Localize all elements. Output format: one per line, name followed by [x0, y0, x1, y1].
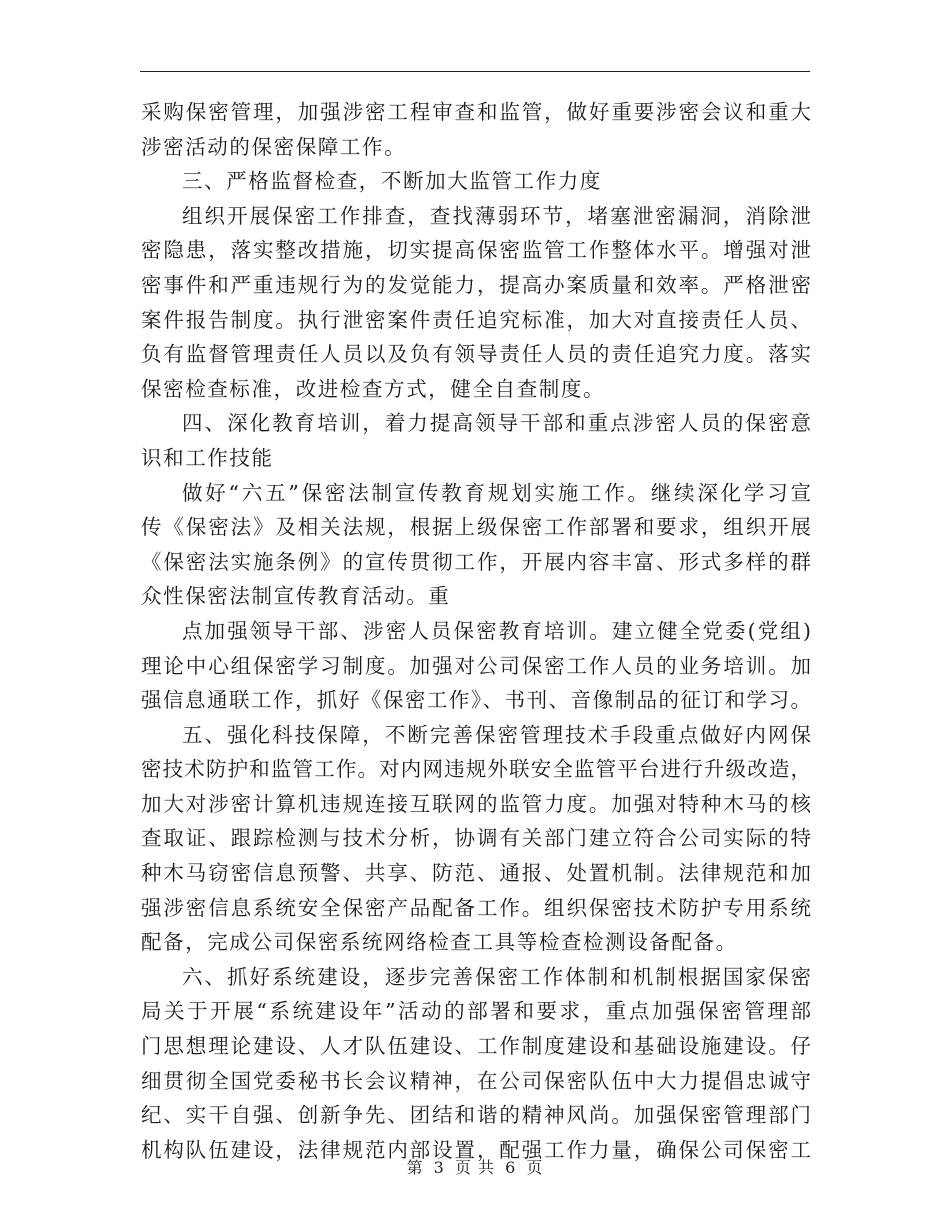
document-body: [141, 95, 811, 1167]
text-line: 组织开展保密工作排查，查找薄弱环节，堵塞泄密漏洞，消除泄: [182, 203, 811, 228]
text-line: 理论中心组保密学习制度。加强对公司保密工作人员的业务培训。加: [141, 653, 811, 678]
text-line: 四、深化教育培训，着力提高领导干部和重点涉密人员的保密意: [182, 411, 811, 436]
text-line: 密事件和严重违规行为的发觉能力，提高办案质量和效率。严格泄密: [141, 272, 811, 297]
footer-middle: 页 共: [454, 1158, 496, 1177]
text-line: 做好“六五”保密法制宣传教育规划实施工作。继续深化学习宣: [182, 480, 811, 505]
text-line: 点加强领导干部、涉密人员保密教育培训。建立健全党委(党组): [182, 618, 811, 643]
total-page-count: 6: [505, 1158, 517, 1177]
text-line: 细贯彻全国党委秘书长会议精神，在公司保密队伍中大力提倡忠诚守: [141, 1068, 811, 1093]
text-line: 局关于开展“系统建设年”活动的部署和要求，重点加强保密管理部: [141, 999, 811, 1024]
text-line: 纪、实干自强、创新争先、团结和谐的精神风尚。加强保密管理部门: [141, 1103, 811, 1128]
text-line: 种木马窃密信息预警、共享、防范、通报、处置机制。法律规范和加: [141, 861, 811, 886]
text-line: 传《保密法》及相关法规，根据上级保密工作部署和要求，组织开展: [141, 515, 811, 540]
text-line: 机构队伍建设，法律规范内部设置，配强工作力量，确保公司保密工: [141, 1137, 811, 1162]
footer-prefix: 第: [406, 1158, 424, 1177]
current-page-number: 3: [433, 1158, 445, 1177]
text-line: 三、严格监督检查，不断加大监管工作力度: [182, 169, 602, 194]
text-line: 《保密法实施条例》的宣传贯彻工作，开展内容丰富、形式多样的群: [141, 549, 811, 574]
text-line: 强涉密信息系统安全保密产品配备工作。组织保密技术防护专用系统: [141, 895, 811, 920]
text-line: 案件报告制度。执行泄密案件责任追究标准，加大对直接责任人员、: [141, 307, 811, 332]
text-line: 密隐患，落实整改措施，切实提高保密监管工作整体水平。增强对泄: [141, 238, 811, 263]
text-line: 负有监督管理责任人员以及负有领导责任人员的责任追究力度。落实: [141, 342, 811, 367]
text-line: 强信息通联工作，抓好《保密工作》、书刊、音像制品的征订和学习。: [141, 688, 811, 713]
text-line: 众性保密法制宣传教育活动。重: [141, 584, 451, 609]
header-divider: [140, 71, 810, 72]
footer-suffix: 页: [526, 1158, 544, 1177]
page-footer: [0, 1155, 950, 1178]
text-line: 五、强化科技保障，不断完善保密管理技术手段重点做好内网保: [182, 722, 811, 747]
text-line: 涉密活动的保密保障工作。: [141, 134, 407, 159]
text-line: 门思想理论建设、人才队伍建设、工作制度建设和基础设施建设。仔: [141, 1034, 811, 1059]
text-line: 采购保密管理，加强涉密工程审查和监管，做好重要涉密会议和重大: [141, 100, 811, 124]
text-line: 密技术防护和监管工作。对内网违规外联安全监管平台进行升级改造，: [141, 757, 811, 782]
text-line: 配备，完成公司保密系统网络检查工具等检查检测设备配备。: [141, 930, 738, 955]
text-line: 查取证、跟踪检测与技术分析，协调有关部门建立符合公司实际的特: [141, 826, 811, 851]
text-line: 保密检查标准，改进检查方式，健全自查制度。: [141, 376, 606, 401]
text-line: 加大对涉密计算机违规连接互联网的监管力度。加强对特种木马的核: [141, 791, 811, 816]
text-line: 识和工作技能: [141, 445, 274, 470]
text-line: 六、抓好系统建设，逐步完善保密工作体制和机制根据国家保密: [182, 964, 811, 989]
